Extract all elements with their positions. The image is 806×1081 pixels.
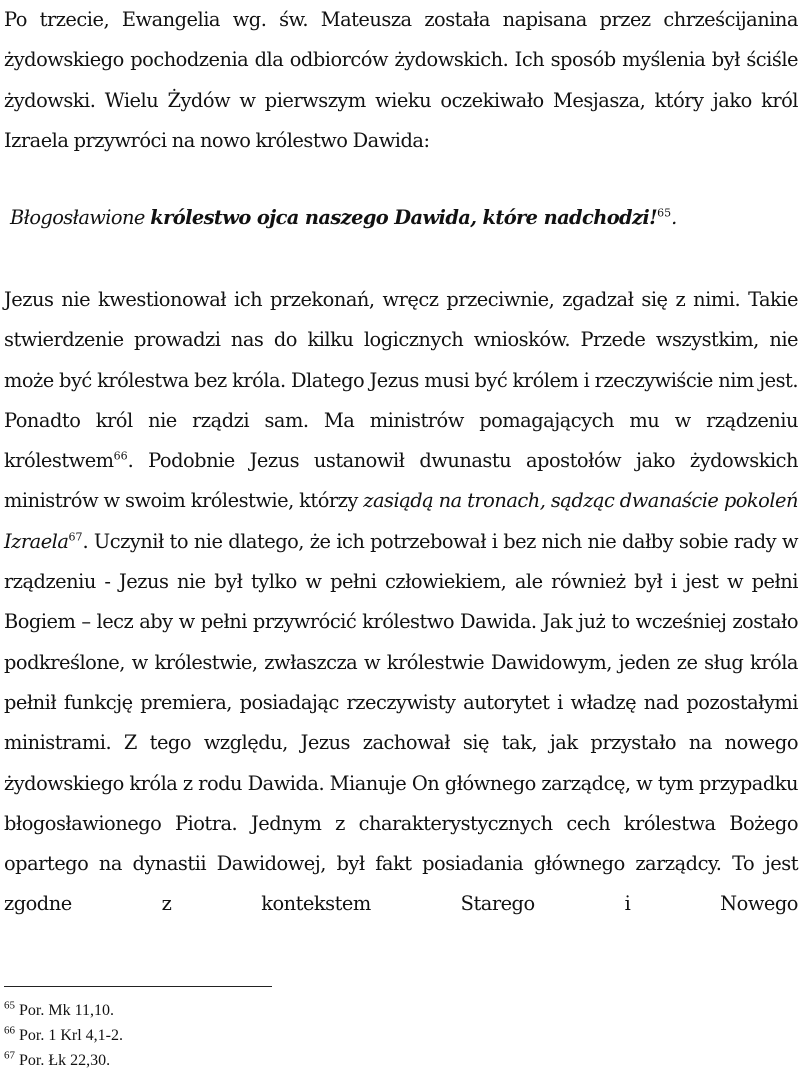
footnote-number: 65 xyxy=(4,999,15,1012)
footnote-ref-65[interactable]: 65 xyxy=(657,206,672,220)
footnote-number: 67 xyxy=(4,1049,15,1062)
paragraph-main-part-3: . Uczynił to nie dlatego, że ich potrzebował i bez nich nie dałby sobie rady w rządzeniu - Jezus nie był tylko w pełni człowiekiem, ale również był i jest w pełni Bogiem – lecz aby w pełni przywrócić królestwo Dawida. Jak już to wcześniej zostało podkreślone, w królestwie, zwłaszcza w królestwie Dawidowym, jeden ze sług króla pełnił funkcję premiera, posiadając rzeczywisty autorytet i władzę nad pozostałymi ministrami. Z tego względu, Jezus zachował się tak, jak przystało na nowego żydowskiego króla z rodu Dawida. Mianuje On głównego zarządcę, w tym przypadku błogosławionego Piotra. Jednym z charakterystycznych cech królestwa Bożego opartego na dynastii Dawidowej, był fakt posiadania głównego zarządcy. To jest zgodne z kontekstem Starego i Nowego xyxy=(4,529,798,916)
footnote-number: 66 xyxy=(4,1024,15,1037)
footnote-67 xyxy=(4,1048,604,1073)
footnotes xyxy=(4,998,604,1073)
quote-end: . xyxy=(671,206,677,229)
footnote-65 xyxy=(4,998,604,1023)
paragraph-main-part-2: . Podobnie Jezus ustanowił dwunastu apostołów jako żydowskich ministrów w swoim królestwie, którzy xyxy=(4,449,798,513)
footnote-text: Por. 1 Krl 4,1-2. xyxy=(19,1027,123,1044)
footnote-ref-66[interactable]: 66 xyxy=(113,449,128,463)
paragraph-main-italic-quote: zasiądą na tronach, sądząc dwanaście pokoleń Izraela xyxy=(4,489,798,553)
footnote-separator xyxy=(4,986,272,987)
footnote-66 xyxy=(4,1023,604,1048)
footnote-ref-67[interactable]: 67 xyxy=(68,530,83,544)
footnote-text: Por. Mk 11,10. xyxy=(19,1002,114,1019)
quote-intro: Błogosławione xyxy=(10,206,151,229)
scripture-quote xyxy=(10,198,800,238)
paragraph-main-part-1: Jezus nie kwestionował ich przekonań, wręcz przeciwnie, zgadzał się z nimi. Takie stwierdzenie prowadzi nas do kilku logicznych wniosków. Przede wszystkim, nie może być królestwa bez króla. Dlatego Jezus musi być królem i rzeczywiście nim jest. Ponadto król nie rządzi sam. Ma ministrów pomagających mu w rządzeniu królestwem xyxy=(4,288,798,473)
paragraph-main xyxy=(4,280,798,925)
footnote-text: Por. Łk 22,30. xyxy=(19,1052,111,1069)
paragraph-intro: Po trzecie, Ewangelia wg. św. Mateusza została napisana przez chrześcijanina żydowskiego pochodzenia dla odbiorców żydowskich. Ich sposób myślenia był ściśle żydowski. Wielu Żydów w pierwszym wieku oczekiwało Mesjasza, który jako król Izraela przywróci na nowo królestwo Dawida: xyxy=(4,8,798,152)
quote-bold-text: królestwo ojca naszego Dawida, które nadchodzi! xyxy=(150,206,658,229)
